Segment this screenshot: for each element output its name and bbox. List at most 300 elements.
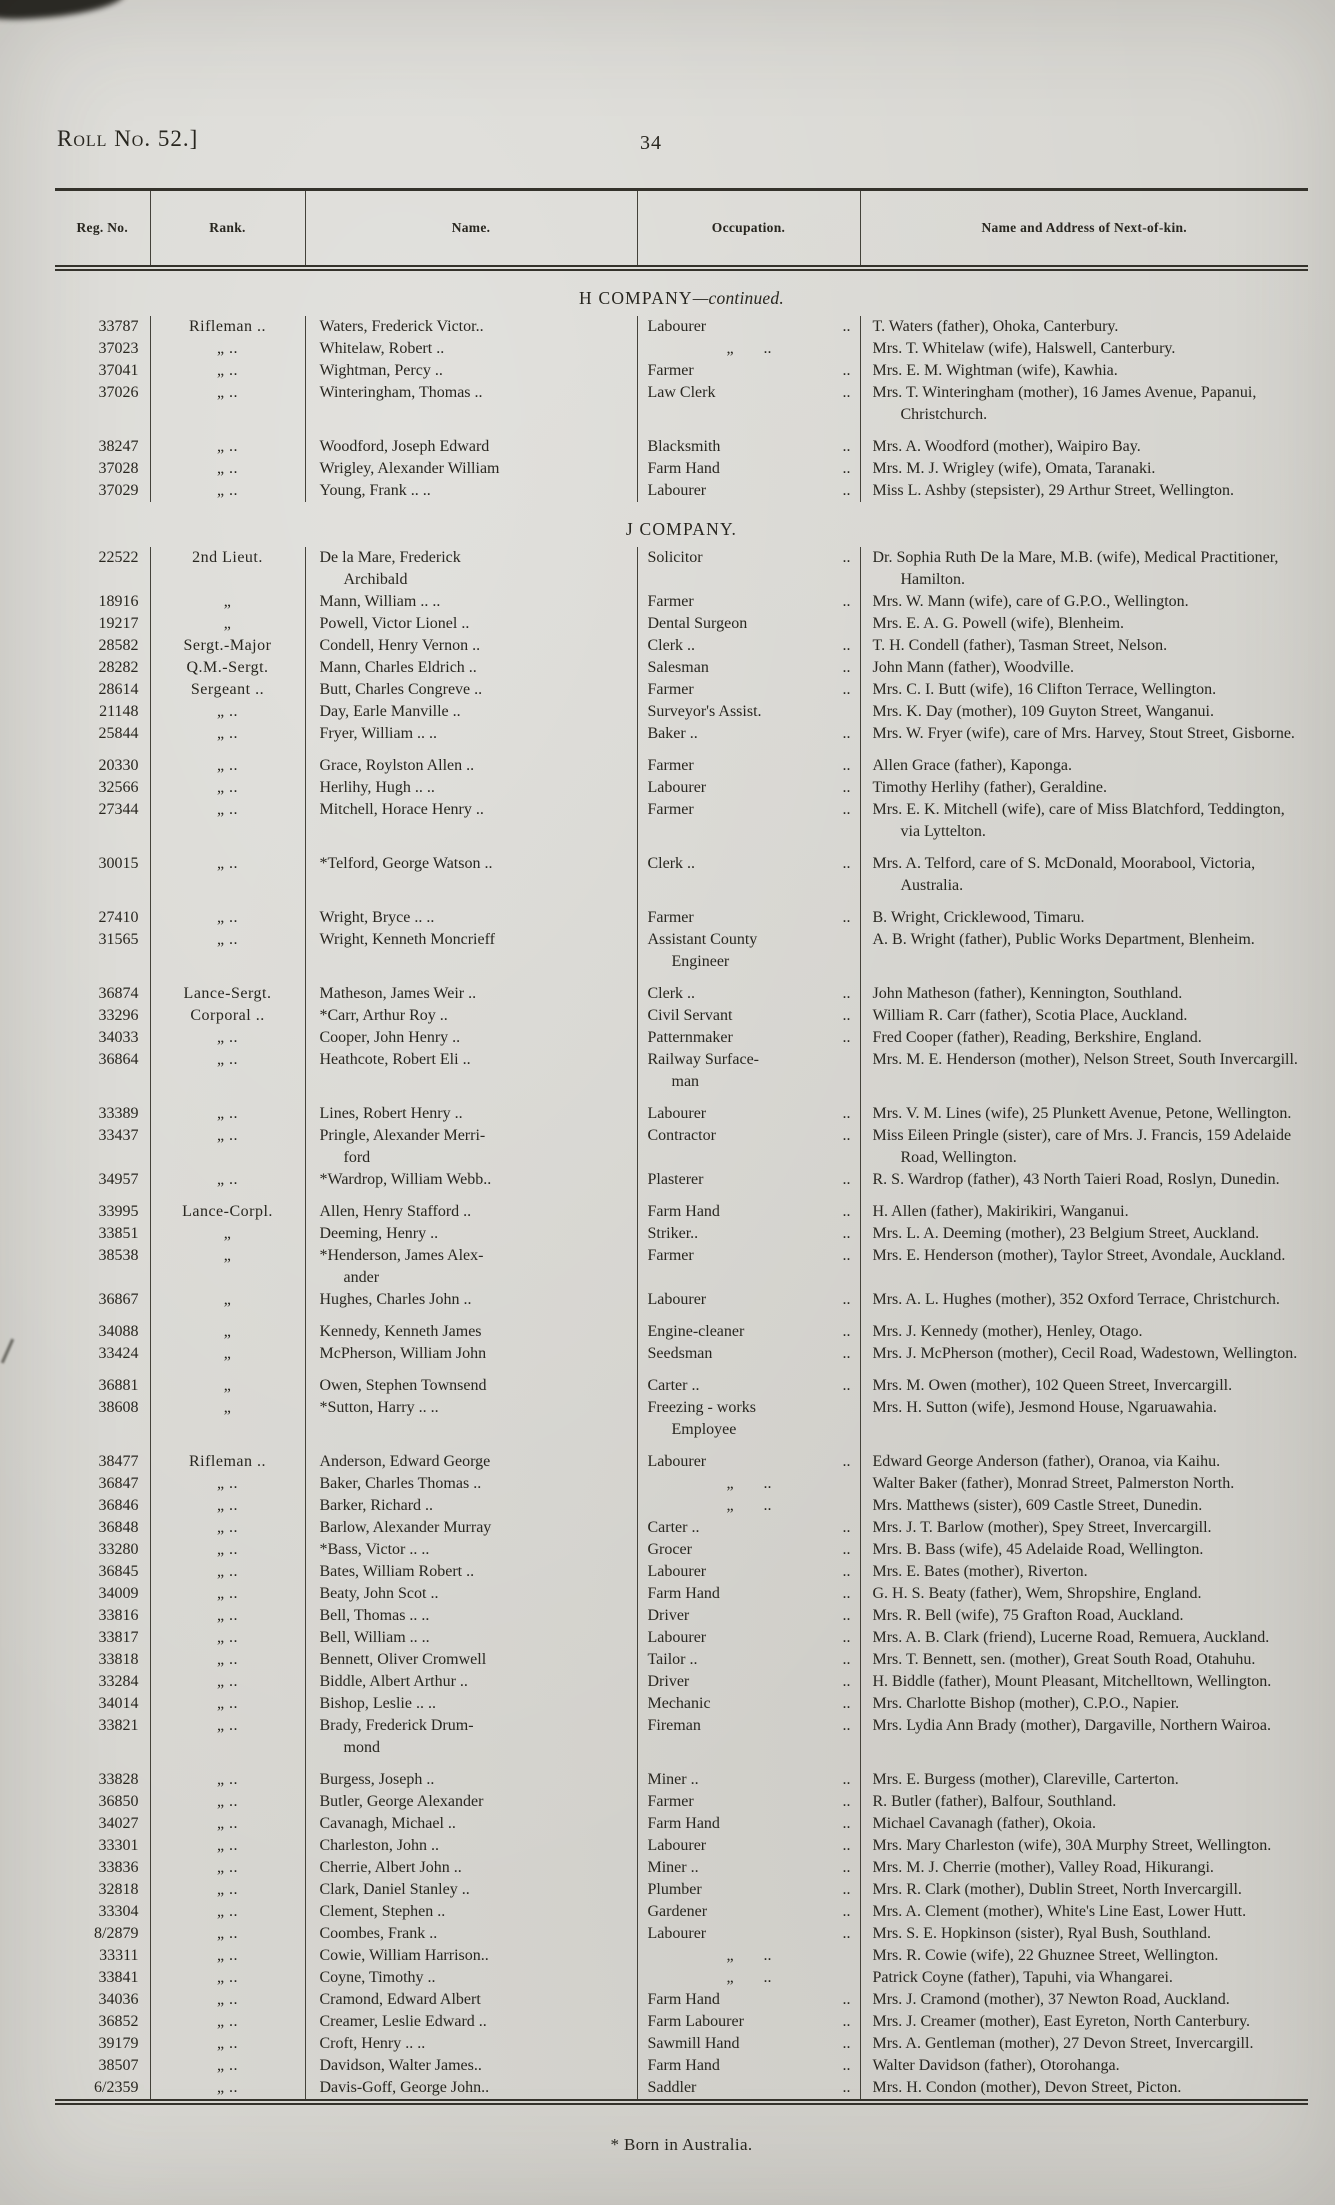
- reg-no-cell: 28282: [55, 657, 150, 679]
- occupation-cell: Farmer ..: [637, 799, 860, 843]
- section-heading-row: [55, 502, 1308, 547]
- table-row: [55, 382, 1308, 426]
- occupation-cell: Contractor ..: [637, 1125, 860, 1169]
- name-cell: Bell, Thomas .. ..: [305, 1605, 637, 1627]
- occupation-cell: Farmer ..: [637, 591, 860, 613]
- reg-no-cell: 38507: [55, 2055, 150, 2077]
- rank-cell: Rifleman ..: [150, 316, 305, 338]
- nok-cell: Mrs. A. B. Clark (friend), Lucerne Road, Remuera, Auckland.: [872, 1629, 1270, 1646]
- reg-no-cell: 36881: [55, 1365, 150, 1397]
- rank-cell: „ ..: [150, 1693, 305, 1715]
- name-cell: Pringle, Alexander Merri- ford: [305, 1125, 637, 1169]
- name-cell: Lines, Robert Henry ..: [305, 1093, 637, 1125]
- nok-cell: Miss L. Ashby (stepsister), 29 Arthur Street, Wellington.: [872, 482, 1235, 499]
- occupation-cell: Farm Hand ..: [637, 2055, 860, 2077]
- rank-cell: „ ..: [150, 723, 305, 745]
- roll-table-header: [55, 190, 1308, 269]
- table-row: [55, 458, 1308, 480]
- occupation-cell: Surveyor's Assist.: [637, 701, 860, 723]
- table-row: [55, 360, 1308, 382]
- occupation-cell: Carter .. ..: [637, 1517, 860, 1539]
- occupation-cell: Farm Hand ..: [637, 1813, 860, 1835]
- occupation-cell: Farm Hand ..: [637, 1583, 860, 1605]
- table-row: [55, 426, 1308, 458]
- occupation-cell: Farmer ..: [637, 1791, 860, 1813]
- table-row: [55, 701, 1308, 723]
- occupation-cell: Clerk .. ..: [637, 973, 860, 1005]
- nok-cell: Mrs. R. Bell (wife), 75 Grafton Road, Auckland.: [872, 1607, 1184, 1624]
- table-row: [55, 1343, 1308, 1365]
- name-cell: Wrigley, Alexander William: [305, 458, 637, 480]
- nok-cell: Mrs. M. E. Henderson (mother), Nelson Street, South Invercargill.: [872, 1051, 1298, 1068]
- rank-cell: „: [150, 1223, 305, 1245]
- name-cell: Cramond, Edward Albert: [305, 1989, 637, 2011]
- nok-cell: Mrs. J. Cramond (mother), 37 Newton Road, Auckland.: [872, 1991, 1230, 2008]
- occupation-cell: „ ..: [637, 1495, 860, 1517]
- rank-cell: Lance-Corpl.: [150, 1191, 305, 1223]
- rank-cell: 2nd Lieut.: [150, 547, 305, 591]
- rank-cell: „ ..: [150, 1857, 305, 1879]
- table-row: [55, 1473, 1308, 1495]
- reg-no-cell: 28582: [55, 635, 150, 657]
- footnote: * Born in Australia.: [610, 2135, 753, 2154]
- table-row: [55, 1539, 1308, 1561]
- nok-cell: Mrs. M. J. Cherrie (mother), Valley Road, Hikurangi.: [872, 1859, 1214, 1876]
- nok-cell: Walter Baker (father), Monrad Street, Palmerston North.: [872, 1475, 1235, 1492]
- nok-cell: Michael Cavanagh (father), Okoia.: [872, 1815, 1096, 1832]
- nok-cell: Mrs. R. Clark (mother), Dublin Street, North Invercargill.: [872, 1881, 1242, 1898]
- reg-no-cell: 19217: [55, 613, 150, 635]
- occupation-cell: Driver ..: [637, 1671, 860, 1693]
- name-cell: Baker, Charles Thomas ..: [305, 1473, 637, 1495]
- reg-no-cell: 33284: [55, 1671, 150, 1693]
- occupation-cell: Farmer ..: [637, 1245, 860, 1289]
- nok-cell: T. H. Condell (father), Tasman Street, Nelson.: [872, 637, 1168, 654]
- occupation-cell: Farm Hand ..: [637, 1191, 860, 1223]
- reg-no-cell: 33828: [55, 1759, 150, 1791]
- rank-cell: „: [150, 1343, 305, 1365]
- nok-cell: B. Wright, Cricklewood, Timaru.: [872, 909, 1085, 926]
- name-cell: *Henderson, James Alex- ander: [305, 1245, 637, 1289]
- rank-cell: „ ..: [150, 2077, 305, 2102]
- table-row: [55, 1397, 1308, 1441]
- table-row: [55, 1583, 1308, 1605]
- reg-no-cell: 20330: [55, 745, 150, 777]
- nok-cell: William R. Carr (father), Scotia Place, Auckland.: [872, 1007, 1188, 1024]
- nok-cell: Mrs. A. Woodford (mother), Waipiro Bay.: [872, 438, 1141, 455]
- rank-cell: „ ..: [150, 1989, 305, 2011]
- nok-cell: Mrs. A. Gentleman (mother), 27 Devon Street, Invercargill.: [872, 2035, 1254, 2052]
- table-row: [55, 480, 1308, 502]
- table-row: [55, 1857, 1308, 1879]
- occupation-cell: Labourer ..: [637, 1441, 860, 1473]
- reg-no-cell: 36845: [55, 1561, 150, 1583]
- table-row: [55, 1923, 1308, 1945]
- rank-cell: „ ..: [150, 338, 305, 360]
- rank-cell: „ ..: [150, 1605, 305, 1627]
- nok-cell: T. Waters (father), Ohoka, Canterbury.: [872, 318, 1119, 335]
- nok-cell: R. Butler (father), Balfour, Southland.: [872, 1793, 1117, 1810]
- rank-cell: „ ..: [150, 1027, 305, 1049]
- rank-cell: Sergt.-Major: [150, 635, 305, 657]
- occupation-cell: „ ..: [637, 338, 860, 360]
- rank-cell: „ ..: [150, 929, 305, 973]
- nok-cell: Mrs. S. E. Hopkinson (sister), Ryal Bush, Southland.: [872, 1925, 1211, 1942]
- table-row: [55, 1311, 1308, 1343]
- table-row: [55, 897, 1308, 929]
- table-row: [55, 316, 1308, 338]
- name-cell: Day, Earle Manville ..: [305, 701, 637, 723]
- table-row: [55, 1027, 1308, 1049]
- reg-no-cell: 36847: [55, 1473, 150, 1495]
- name-cell: Wright, Bryce .. ..: [305, 897, 637, 929]
- table-row: [55, 1693, 1308, 1715]
- name-cell: Herlihy, Hugh .. ..: [305, 777, 637, 799]
- reg-no-cell: 36867: [55, 1289, 150, 1311]
- rank-cell: „ ..: [150, 1093, 305, 1125]
- table-row: [55, 1223, 1308, 1245]
- table-row: [55, 777, 1308, 799]
- nok-cell: Mrs. J. Creamer (mother), East Eyreton, North Canterbury.: [872, 2013, 1251, 2030]
- col-header-occupation: Occupation.: [637, 190, 860, 269]
- table-row: [55, 1945, 1308, 1967]
- occupation-cell: Patternmaker ..: [637, 1027, 860, 1049]
- occupation-cell: Clerk .. ..: [637, 843, 860, 897]
- name-cell: Powell, Victor Lionel ..: [305, 613, 637, 635]
- rank-cell: „ ..: [150, 1473, 305, 1495]
- reg-no-cell: 33851: [55, 1223, 150, 1245]
- name-cell: Bishop, Leslie .. ..: [305, 1693, 637, 1715]
- col-header-reg-no: Reg. No.: [55, 190, 150, 269]
- nok-cell: Fred Cooper (father), Reading, Berkshire, England.: [872, 1029, 1202, 1046]
- rank-cell: „ ..: [150, 1945, 305, 1967]
- table-row: [55, 1901, 1308, 1923]
- rank-cell: „ ..: [150, 1759, 305, 1791]
- reg-no-cell: 22522: [55, 547, 150, 591]
- rank-cell: „ ..: [150, 1169, 305, 1191]
- nok-cell: Miss Eileen Pringle (sister), care of Mrs. J. Francis, 159 Adelaide Road, Wellington.: [872, 1127, 1292, 1166]
- nok-cell: Patrick Coyne (father), Tapuhi, via Whangarei.: [872, 1969, 1173, 1986]
- table-row: [55, 745, 1308, 777]
- table-row: [55, 973, 1308, 1005]
- nok-cell: Mrs. E. Bates (mother), Riverton.: [872, 1563, 1088, 1580]
- col-header-rank: Rank.: [150, 190, 305, 269]
- reg-no-cell: 33389: [55, 1093, 150, 1125]
- rank-cell: „ ..: [150, 897, 305, 929]
- name-cell: Charleston, John ..: [305, 1835, 637, 1857]
- nok-cell: Mrs. A. Telford, care of S. McDonald, Moorabool, Victoria, Australia.: [872, 855, 1256, 894]
- occupation-cell: Labourer ..: [637, 1627, 860, 1649]
- occupation-cell: Labourer ..: [637, 777, 860, 799]
- rank-cell: „ ..: [150, 1495, 305, 1517]
- occupation-cell: Farm Hand ..: [637, 458, 860, 480]
- rank-cell: „: [150, 591, 305, 613]
- table-row: [55, 1605, 1308, 1627]
- roll-table-body: [55, 268, 1308, 2102]
- reg-no-cell: 33424: [55, 1343, 150, 1365]
- nok-cell: Mrs. Mary Charleston (wife), 30A Murphy Street, Wellington.: [872, 1837, 1272, 1854]
- table-row: [55, 1813, 1308, 1835]
- rank-cell: „ ..: [150, 2011, 305, 2033]
- name-cell: Biddle, Albert Arthur ..: [305, 1671, 637, 1693]
- occupation-cell: Plumber ..: [637, 1879, 860, 1901]
- table-row: [55, 1169, 1308, 1191]
- occupation-cell: Labourer ..: [637, 1561, 860, 1583]
- rank-cell: „ ..: [150, 1125, 305, 1169]
- reg-no-cell: 36848: [55, 1517, 150, 1539]
- name-cell: Whitelaw, Robert ..: [305, 338, 637, 360]
- table-row: [55, 679, 1308, 701]
- rank-cell: Rifleman ..: [150, 1441, 305, 1473]
- rank-cell: „ ..: [150, 1923, 305, 1945]
- reg-no-cell: 6/2359: [55, 2077, 150, 2102]
- name-cell: Beaty, John Scot ..: [305, 1583, 637, 1605]
- nok-cell: Mrs. E. K. Mitchell (wife), care of Miss Blatchford, Teddington, via Lyttelton.: [872, 801, 1285, 840]
- reg-no-cell: 36852: [55, 2011, 150, 2033]
- name-cell: Butt, Charles Congreve ..: [305, 679, 637, 701]
- table-row: [55, 1517, 1308, 1539]
- occupation-cell: Farmer ..: [637, 679, 860, 701]
- reg-no-cell: 33311: [55, 1945, 150, 1967]
- occupation-cell: Farm Labourer ..: [637, 2011, 860, 2033]
- nok-cell: Mrs. T. Bennett, sen. (mother), Great South Road, Otahuhu.: [872, 1651, 1256, 1668]
- nok-cell: Mrs. E. A. G. Powell (wife), Blenheim.: [872, 615, 1125, 632]
- rank-cell: „ ..: [150, 1715, 305, 1759]
- name-cell: *Telford, George Watson ..: [305, 843, 637, 897]
- nok-cell: H. Biddle (father), Mount Pleasant, Mitchelltown, Wellington.: [872, 1673, 1272, 1690]
- rank-cell: „ ..: [150, 1879, 305, 1901]
- reg-no-cell: 36874: [55, 973, 150, 1005]
- table-row: [55, 635, 1308, 657]
- nok-cell: Mrs. E. M. Wightman (wife), Kawhia.: [872, 362, 1118, 379]
- occupation-cell: Tailor .. ..: [637, 1649, 860, 1671]
- reg-no-cell: 38477: [55, 1441, 150, 1473]
- section-heading: J COMPANY.: [625, 519, 738, 539]
- table-row: [55, 1495, 1308, 1517]
- nok-cell: Mrs. Lydia Ann Brady (mother), Dargaville, Northern Wairoa.: [872, 1717, 1271, 1734]
- rank-cell: „ ..: [150, 745, 305, 777]
- nok-cell: Mrs. T. Winteringham (mother), 16 James Avenue, Papanui, Christchurch.: [872, 384, 1257, 423]
- reg-no-cell: 32566: [55, 777, 150, 799]
- reg-no-cell: 21148: [55, 701, 150, 723]
- rank-cell: „ ..: [150, 777, 305, 799]
- occupation-cell: Labourer ..: [637, 1835, 860, 1857]
- name-cell: *Wardrop, William Webb..: [305, 1169, 637, 1191]
- occupation-cell: Gardener ..: [637, 1901, 860, 1923]
- name-cell: De la Mare, Frederick Archibald: [305, 547, 637, 591]
- nok-cell: Mrs. W. Mann (wife), care of G.P.O., Wellington.: [872, 593, 1189, 610]
- occupation-cell: „ ..: [637, 1473, 860, 1495]
- name-cell: Croft, Henry .. ..: [305, 2033, 637, 2055]
- rank-cell: Corporal ..: [150, 1005, 305, 1027]
- reg-no-cell: 37029: [55, 480, 150, 502]
- rank-cell: „: [150, 1365, 305, 1397]
- rank-cell: „ ..: [150, 426, 305, 458]
- nok-cell: Mrs. C. I. Butt (wife), 16 Clifton Terrace, Wellington.: [872, 681, 1217, 698]
- nok-cell: H. Allen (father), Makirikiri, Wanganui.: [872, 1203, 1129, 1220]
- nok-cell: Mrs. B. Bass (wife), 45 Adelaide Road, Wellington.: [872, 1541, 1204, 1558]
- reg-no-cell: 37041: [55, 360, 150, 382]
- name-cell: *Bass, Victor .. ..: [305, 1539, 637, 1561]
- table-row: [55, 338, 1308, 360]
- name-cell: McPherson, William John: [305, 1343, 637, 1365]
- occupation-cell: Sawmill Hand ..: [637, 2033, 860, 2055]
- occupation-cell: Farm Hand ..: [637, 1989, 860, 2011]
- reg-no-cell: 34009: [55, 1583, 150, 1605]
- name-cell: Cooper, John Henry ..: [305, 1027, 637, 1049]
- table-row: [55, 1835, 1308, 1857]
- reg-no-cell: 27344: [55, 799, 150, 843]
- table-row: [55, 799, 1308, 843]
- header-row: [55, 190, 1308, 269]
- table-row: [55, 1627, 1308, 1649]
- name-cell: Bates, William Robert ..: [305, 1561, 637, 1583]
- table-row: [55, 1441, 1308, 1473]
- name-cell: Creamer, Leslie Edward ..: [305, 2011, 637, 2033]
- nok-cell: Mrs. M. Owen (mother), 102 Queen Street, Invercargill.: [872, 1377, 1233, 1394]
- name-cell: Grace, Roylston Allen ..: [305, 745, 637, 777]
- rank-cell: „ ..: [150, 1901, 305, 1923]
- reg-no-cell: 18916: [55, 591, 150, 613]
- name-cell: Fryer, William .. ..: [305, 723, 637, 745]
- name-cell: Woodford, Joseph Edward: [305, 426, 637, 458]
- name-cell: Owen, Stephen Townsend: [305, 1365, 637, 1397]
- name-cell: Mann, Charles Eldrich ..: [305, 657, 637, 679]
- occupation-cell: Law Clerk ..: [637, 382, 860, 426]
- name-cell: Cherrie, Albert John ..: [305, 1857, 637, 1879]
- table-row: [55, 1049, 1308, 1093]
- name-cell: Clement, Stephen ..: [305, 1901, 637, 1923]
- name-cell: Bell, William .. ..: [305, 1627, 637, 1649]
- nok-cell: Mrs. J. Kennedy (mother), Henley, Otago.: [872, 1323, 1143, 1340]
- occupation-cell: Freezing - works Employee: [637, 1397, 860, 1441]
- nok-cell: Mrs. E. Burgess (mother), Clareville, Carterton.: [872, 1771, 1179, 1788]
- nok-cell: Mrs. J. T. Barlow (mother), Spey Street, Invercargill.: [872, 1519, 1212, 1536]
- rank-cell: „: [150, 1245, 305, 1289]
- name-cell: Mann, William .. ..: [305, 591, 637, 613]
- occupation-cell: Plasterer ..: [637, 1169, 860, 1191]
- name-cell: Davis-Goff, George John..: [305, 2077, 637, 2102]
- occupation-cell: Engine-cleaner ..: [637, 1311, 860, 1343]
- occupation-cell: Assistant County Engineer: [637, 929, 860, 973]
- table-row: [55, 1005, 1308, 1027]
- rank-cell: „ ..: [150, 1671, 305, 1693]
- nok-cell: Mrs. L. A. Deeming (mother), 23 Belgium Street, Auckland.: [872, 1225, 1260, 1242]
- rank-cell: „ ..: [150, 360, 305, 382]
- reg-no-cell: 33818: [55, 1649, 150, 1671]
- name-cell: Barker, Richard ..: [305, 1495, 637, 1517]
- reg-no-cell: 33437: [55, 1125, 150, 1169]
- name-cell: Kennedy, Kenneth James: [305, 1311, 637, 1343]
- name-cell: Butler, George Alexander: [305, 1791, 637, 1813]
- table-row: [55, 2077, 1308, 2102]
- reg-no-cell: 34014: [55, 1693, 150, 1715]
- nok-cell: Mrs. A. Clement (mother), White's Line East, Lower Hutt.: [872, 1903, 1247, 1920]
- table-row: [55, 1967, 1308, 1989]
- rank-cell: „ ..: [150, 1517, 305, 1539]
- occupation-cell: Labourer ..: [637, 316, 860, 338]
- name-cell: Cavanagh, Michael ..: [305, 1813, 637, 1835]
- nok-cell: G. H. S. Beaty (father), Wem, Shropshire, England.: [872, 1585, 1202, 1602]
- reg-no-cell: 37023: [55, 338, 150, 360]
- col-header-next-of-kin: Name and Address of Next-of-kin.: [860, 190, 1308, 269]
- name-cell: Wightman, Percy ..: [305, 360, 637, 382]
- reg-no-cell: 37026: [55, 382, 150, 426]
- occupation-cell: „ ..: [637, 1967, 860, 1989]
- name-cell: Cowie, William Harrison..: [305, 1945, 637, 1967]
- occupation-cell: Miner .. ..: [637, 1857, 860, 1879]
- reg-no-cell: 32818: [55, 1879, 150, 1901]
- table-row: [55, 1989, 1308, 2011]
- occupation-cell: Seedsman ..: [637, 1343, 860, 1365]
- occupation-cell: Farmer ..: [637, 360, 860, 382]
- reg-no-cell: 33787: [55, 316, 150, 338]
- occupation-cell: Blacksmith ..: [637, 426, 860, 458]
- table-row: [55, 1879, 1308, 1901]
- nok-cell: Mrs. A. L. Hughes (mother), 352 Oxford Terrace, Christchurch.: [872, 1291, 1280, 1308]
- occupation-cell: Mechanic ..: [637, 1693, 860, 1715]
- nok-cell: Mrs. H. Sutton (wife), Jesmond House, Ngaruawahia.: [872, 1399, 1217, 1416]
- nok-cell: Mrs. H. Condon (mother), Devon Street, Picton.: [872, 2079, 1182, 2096]
- table-row: [55, 547, 1308, 591]
- rank-cell: „ ..: [150, 1835, 305, 1857]
- rank-cell: „: [150, 1289, 305, 1311]
- nok-cell: Allen Grace (father), Kaponga.: [872, 757, 1072, 774]
- reg-no-cell: 33817: [55, 1627, 150, 1649]
- name-cell: *Carr, Arthur Roy ..: [305, 1005, 637, 1027]
- occupation-cell: Baker .. ..: [637, 723, 860, 745]
- reg-no-cell: 38538: [55, 1245, 150, 1289]
- name-cell: Barlow, Alexander Murray: [305, 1517, 637, 1539]
- rank-cell: Lance-Sergt.: [150, 973, 305, 1005]
- table-row: [55, 1289, 1308, 1311]
- rank-cell: „ ..: [150, 1049, 305, 1093]
- occupation-cell: Railway Surface- man: [637, 1049, 860, 1093]
- rank-cell: „: [150, 1311, 305, 1343]
- occupation-cell: Civil Servant ..: [637, 1005, 860, 1027]
- rank-cell: „: [150, 1397, 305, 1441]
- name-cell: Burgess, Joseph ..: [305, 1759, 637, 1791]
- rank-cell: „ ..: [150, 2033, 305, 2055]
- table-row: [55, 1191, 1308, 1223]
- roll-table: [55, 188, 1308, 2105]
- occupation-cell: Labourer ..: [637, 1093, 860, 1125]
- name-cell: Waters, Frederick Victor..: [305, 316, 637, 338]
- name-cell: Brady, Frederick Drum- mond: [305, 1715, 637, 1759]
- rank-cell: „ ..: [150, 1627, 305, 1649]
- name-cell: Young, Frank .. ..: [305, 480, 637, 502]
- nok-cell: John Mann (father), Woodville.: [872, 659, 1074, 676]
- rank-cell: „: [150, 613, 305, 635]
- occupation-cell: Clerk .. ..: [637, 635, 860, 657]
- nok-cell: Mrs. K. Day (mother), 109 Guyton Street, Wanganui.: [872, 703, 1214, 720]
- reg-no-cell: 31565: [55, 929, 150, 973]
- table-row: [55, 1715, 1308, 1759]
- reg-no-cell: 34033: [55, 1027, 150, 1049]
- nok-cell: Mrs. V. M. Lines (wife), 25 Plunkett Avenue, Petone, Wellington.: [872, 1105, 1292, 1122]
- rank-cell: „ ..: [150, 1561, 305, 1583]
- nok-cell: R. S. Wardrop (father), 43 North Taieri Road, Roslyn, Dunedin.: [872, 1171, 1280, 1188]
- occupation-cell: Grocer ..: [637, 1539, 860, 1561]
- rank-cell: Q.M.-Sergt.: [150, 657, 305, 679]
- occupation-cell: Farmer ..: [637, 745, 860, 777]
- nok-cell: Timothy Herlihy (father), Geraldine.: [872, 779, 1107, 796]
- reg-no-cell: 36864: [55, 1049, 150, 1093]
- nok-cell: John Matheson (father), Kennington, Southland.: [872, 985, 1183, 1002]
- occupation-cell: Farmer ..: [637, 897, 860, 929]
- rank-cell: „ ..: [150, 480, 305, 502]
- name-cell: Matheson, James Weir ..: [305, 973, 637, 1005]
